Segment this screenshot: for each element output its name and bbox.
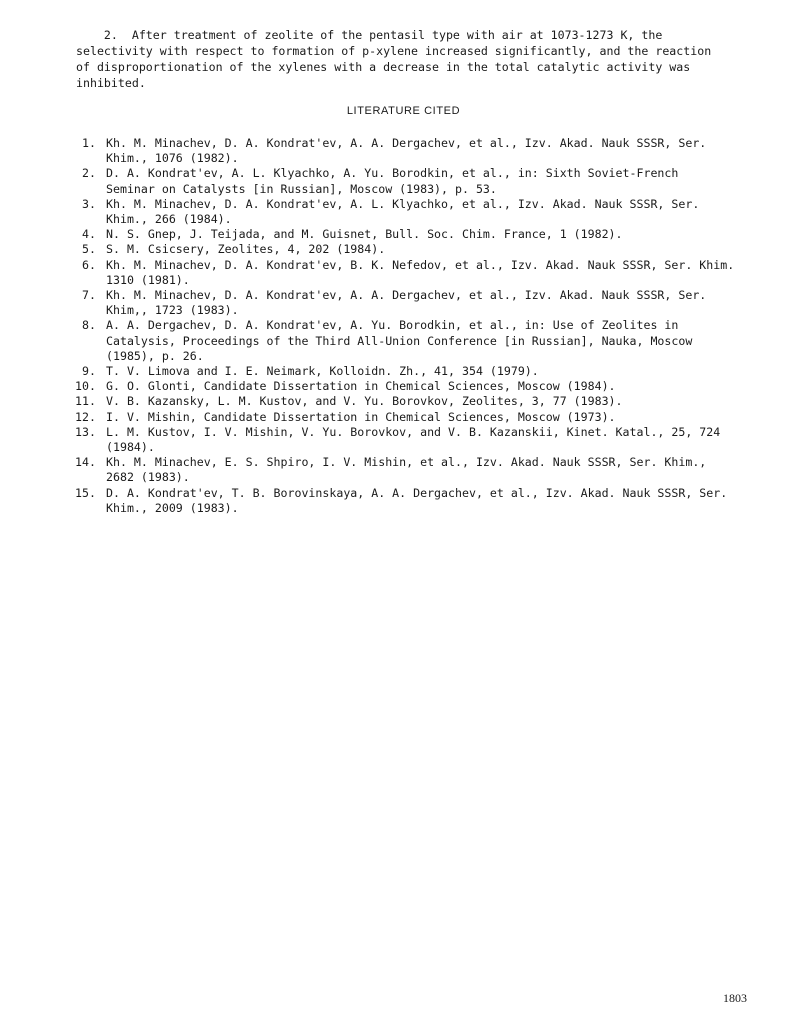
- reference-number: 5.: [82, 242, 96, 257]
- reference-number: 1.: [82, 136, 96, 150]
- reference-item: [62, 242, 762, 257]
- reference-item: [62, 258, 762, 288]
- page-number: 1803: [723, 991, 747, 1005]
- reference-item: [62, 455, 762, 485]
- reference-number: 9.: [82, 364, 96, 379]
- reference-line: Catalysis, Proceedings of the Third All-Union Conference [in Russian], Nauka, Moscow: [106, 333, 693, 348]
- reference-line: (1985), p. 26.: [106, 348, 204, 363]
- reference-line: Kh. M. Minachev, E. S. Shpiro, I. V. Mishin, et al., Izv. Akad. Nauk SSSR, Ser. Khim.,: [106, 455, 707, 470]
- reference-line: N. S. Gnep, J. Teijada, and M. Guisnet, Bull. Soc. Chim. France, 1 (1982).: [106, 227, 623, 242]
- reference-line: D. A. Kondrat'ev, T. B. Borovinskaya, A. A. Dergachev, et al., Izv. Akad. Nauk SSSR, Ser.: [106, 485, 728, 500]
- reference-line: S. M. Csicsery, Zeolites, 4, 202 (1984).: [106, 242, 386, 257]
- reference-item: [62, 288, 762, 318]
- reference-number: 11.: [75, 394, 96, 409]
- reference-number: 6.: [82, 257, 96, 272]
- reference-line: G. O. Glonti, Candidate Dissertation in Chemical Sciences, Moscow (1984).: [106, 379, 616, 394]
- reference-item: [62, 227, 762, 242]
- conclusion-paragraph: [76, 27, 756, 91]
- reference-number: 14.: [75, 455, 96, 470]
- reference-line: I. V. Mishin, Candidate Dissertation in Chemical Sciences, Moscow (1973).: [106, 409, 616, 424]
- reference-item: [62, 166, 762, 196]
- reference-item: [62, 136, 762, 166]
- reference-line: 1310 (1981).: [106, 272, 190, 287]
- reference-line: L. M. Kustov, I. V. Mishin, V. Yu. Borovkov, and V. B. Kazanskii, Kinet. Katal., 25, 724: [106, 424, 721, 439]
- reference-item: [62, 410, 762, 425]
- reference-line: Khim., 1076 (1982).: [106, 151, 239, 166]
- reference-item: [62, 197, 762, 227]
- reference-line: Kh. M. Minachev, D. A. Kondrat'ev, B. K. Nefedov, et al., Izv. Akad. Nauk SSSR, Ser. Khim.: [106, 257, 735, 272]
- conclusion-line: of disproportionation of the xylenes with a decrease in the total catalytic activity was: [76, 60, 691, 74]
- reference-item: [62, 394, 762, 409]
- reference-line: D. A. Kondrat'ev, A. L. Klyachko, A. Yu. Borodkin, et al., in: Sixth Soviet-French: [106, 166, 679, 181]
- reference-line: A. A. Dergachev, D. A. Kondrat'ev, A. Yu. Borodkin, et al., in: Use of Zeolites in: [106, 318, 679, 333]
- reference-line: Khim., 2009 (1983).: [106, 500, 239, 515]
- reference-item: [62, 318, 762, 364]
- reference-number: 12.: [75, 409, 96, 424]
- reference-line: Kh. M. Minachev, D. A. Kondrat'ev, A. A. Dergachev, et al., Izv. Akad. Nauk SSSR, Ser.: [106, 288, 707, 303]
- reference-number: 3.: [82, 196, 96, 211]
- reference-number: 2.: [82, 166, 96, 181]
- literature-cited-heading: LITERATURE CITED: [346, 105, 461, 117]
- reference-number: 7.: [82, 288, 96, 303]
- reference-number: 13.: [75, 424, 96, 439]
- conclusion-line: selectivity with respect to formation of p-xylene increased significantly, and the reaction: [76, 44, 712, 58]
- reference-line: Seminar on Catalysts [in Russian], Moscow (1983), p. 53.: [106, 181, 497, 196]
- reference-item: [62, 364, 762, 379]
- conclusion-line: inhibited.: [76, 76, 146, 90]
- reference-line: Kh. M. Minachev, D. A. Kondrat'ev, A. L. Klyachko, et al., Izv. Akad. Nauk SSSR, Ser.: [106, 196, 700, 211]
- reference-line: V. B. Kazansky, L. M. Kustov, and V. Yu. Borovkov, Zeolites, 3, 77 (1983).: [106, 394, 623, 409]
- reference-number: 4.: [82, 227, 96, 242]
- reference-number: 15.: [75, 485, 96, 500]
- reference-line: (1984).: [106, 440, 155, 455]
- reference-line: Khim,, 1723 (1983).: [106, 303, 239, 318]
- reference-item: [62, 425, 762, 455]
- reference-line: Kh. M. Minachev, D. A. Kondrat'ev, A. A. Dergachev, et al., Izv. Akad. Nauk SSSR, Ser.: [106, 136, 707, 150]
- conclusion-line: 2. After treatment of zeolite of the pentasil type with air at 1073-1273 K, the: [76, 28, 663, 42]
- reference-list: [62, 136, 762, 516]
- reference-number: 8.: [82, 318, 96, 333]
- reference-number: 10.: [75, 379, 96, 394]
- reference-line: Khim., 266 (1984).: [106, 212, 232, 227]
- reference-line: T. V. Limova and I. E. Neimark, Kolloidn. Zh., 41, 354 (1979).: [106, 364, 539, 379]
- reference-line: 2682 (1983).: [106, 470, 190, 485]
- reference-item: [62, 486, 762, 516]
- reference-item: [62, 379, 762, 394]
